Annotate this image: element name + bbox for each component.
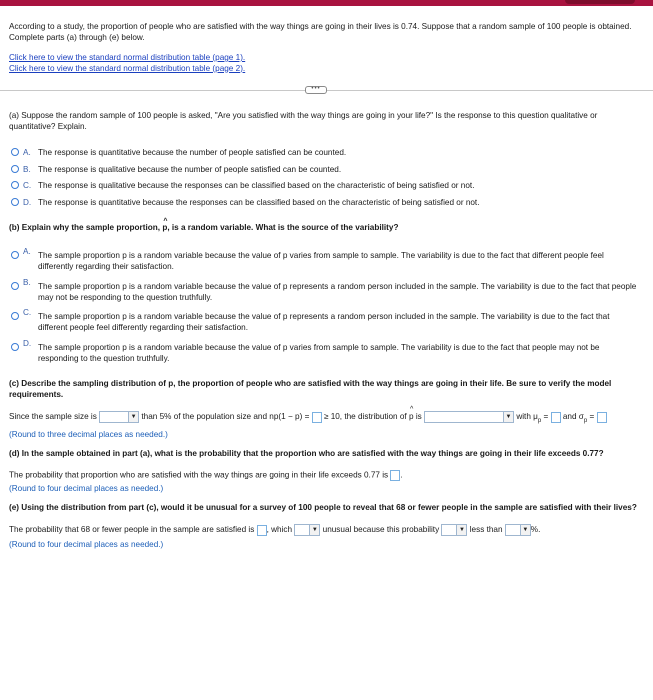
option-letter: B.	[23, 165, 31, 174]
part-e-answer-line: The probability that 68 or fewer people in the sample are satisfied is , which ▼ unusual because this probability ▼ less than ▼ %.	[9, 525, 541, 535]
expand-button[interactable]: •••	[305, 86, 327, 94]
is-isnot-dropdown[interactable]	[294, 524, 320, 536]
intro	[9, 22, 639, 74]
option-text: The response is quantitative because the number of people satisfied can be counted.	[38, 148, 347, 157]
part-e-question: (e) Using the distribution from part (c), would it be unusual for a survey of 100 people to reveal that 68 or fewer people in the sample are satisfied with their lives?	[9, 503, 637, 512]
radio-button[interactable]	[11, 181, 19, 189]
chevron-down-icon: ▼	[309, 525, 319, 535]
table-link-page-1[interactable]: Click here to view the standard normal distribution table (page 1).	[9, 53, 246, 62]
radio-button[interactable]	[11, 343, 19, 351]
option-text: The sample proportion p is a random variable because the value of p represents a random person included in the sample. The variability is due to the fact that people may not be responding to the question truthfully.	[38, 282, 637, 302]
part-d-answer-line: The probability that proportion who are satisfied with the way things are going in their life exceeds 0.77 is .	[9, 470, 403, 480]
part-d-note: (Round to four decimal places as needed.)	[9, 484, 164, 493]
intro-text: According to a study, the proportion of people who are satisfied with the way things are going in their lives is 0.74. Suppose that a random sample of 100 people is obtained. Complete parts (a) through (e) below.	[9, 22, 632, 42]
part-e-note: (Round to four decimal places as needed.)	[9, 540, 164, 549]
chevron-down-icon: ▼	[128, 412, 138, 422]
table-link-page-2[interactable]: Click here to view the standard normal distribution table (page 2).	[9, 63, 246, 73]
sample-size-dropdown[interactable]	[99, 411, 139, 423]
part-c-answer-line: Since the sample size is ▼ than 5% of the population size and np(1 − p) = ≥ 10, the distribution of ^ p is ▼ with $\mu_p$ = and $\sigma_p$ =	[9, 411, 641, 424]
part-d-question: (d) In the sample obtained in part (a), what is the probability that the proportion who are satisfied with the way things are going in their life exceeds 0.77?	[9, 449, 604, 458]
header-pill	[565, 0, 635, 4]
chevron-down-icon: ▼	[520, 525, 530, 535]
probability-68-answer-box[interactable]	[257, 525, 267, 536]
chevron-down-icon: ▼	[456, 525, 466, 535]
chevron-down-icon: ▼	[503, 412, 513, 422]
option-text: The response is qualitative because the responses can be classified based on the characteristic of being satisfied or not.	[38, 181, 475, 190]
radio-button[interactable]	[11, 165, 19, 173]
part-c-question: (c) Describe the sampling distribution of p, the proportion of people who are satisfied with the way things are going in their life. Be sure to verify the model requirements.	[9, 379, 612, 399]
option-text: The response is quantitative because the responses can be classified based on the characteristic of being satisfied or not.	[38, 198, 480, 207]
radio-button[interactable]	[11, 148, 19, 156]
radio-button[interactable]	[11, 198, 19, 206]
distribution-dropdown[interactable]	[424, 411, 514, 423]
p-hat-symbol: ^ p	[409, 412, 414, 421]
option-text: The response is qualitative because the number of people satisfied can be counted.	[38, 165, 342, 174]
sigma-answer-box[interactable]	[597, 412, 607, 423]
option-letter: D.	[23, 198, 32, 207]
option-letter: A.	[23, 148, 31, 157]
part-c-note: (Round to three decimal places as needed.)	[9, 430, 168, 439]
percent-dropdown[interactable]	[505, 524, 531, 536]
comparison-dropdown[interactable]	[441, 524, 467, 536]
p-hat-symbol: ^ p	[162, 223, 167, 234]
option-text: The sample proportion p is a random variable because the value of p varies from sample to sample. The variability is due to the fact that people may not be responding to the question truthfully.	[38, 343, 600, 363]
part-b-question: (b) Explain why the sample proportion, ^ p, is a random variable. What is the source of the variability?	[9, 223, 641, 234]
top-bar	[0, 0, 653, 6]
probability-answer-box[interactable]	[390, 470, 400, 481]
option-letter: C.	[23, 308, 32, 317]
mu-answer-box[interactable]	[551, 412, 561, 423]
radio-button[interactable]	[11, 312, 19, 320]
option-letter: D.	[23, 339, 32, 348]
np-answer-box[interactable]	[312, 412, 322, 423]
radio-button[interactable]	[11, 282, 19, 290]
part-a-question: (a) Suppose the random sample of 100 people is asked, "Are you satisfied with the way things are going in your life?" Is the response to this question qualitative or quantitative? Explain.	[9, 111, 598, 131]
option-letter: B.	[23, 278, 31, 287]
option-letter: C.	[23, 181, 32, 190]
option-letter: A.	[23, 247, 31, 256]
option-text: The sample proportion p is a random variable because the value of p varies from sample to sample. The variability is due to the fact that different people feel differently regarding their satisfaction.	[38, 251, 604, 271]
option-text: The sample proportion p is a random variable because the value of p represents a random person included in the sample. The variability is due to the fact that different people feel differently regarding their satisfaction.	[38, 312, 610, 332]
radio-button[interactable]	[11, 251, 19, 259]
